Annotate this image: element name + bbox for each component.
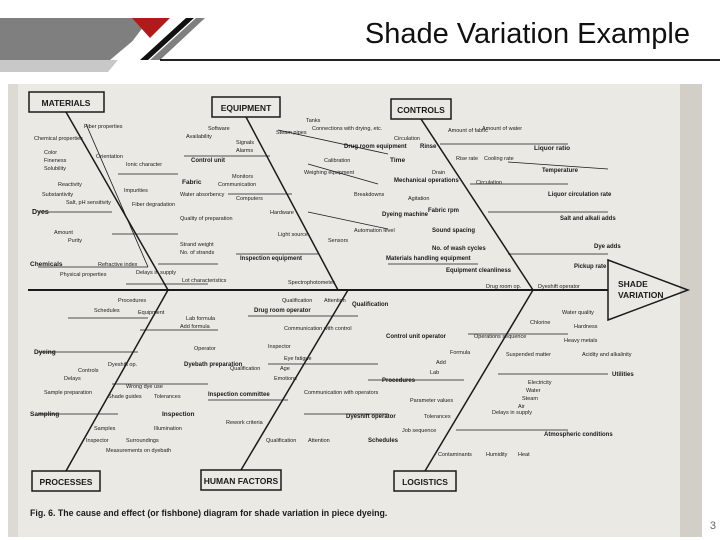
lbl-lab: Lab: [430, 370, 440, 376]
lbl-emotions: Emotions: [274, 376, 297, 382]
lbl-wash-cycles: No. of wash cycles: [432, 246, 486, 252]
fishbone-diagram: [8, 84, 702, 537]
lbl-eye-fatigue: Eye fatigue: [284, 356, 312, 362]
lbl-chemicals: Chemicals: [30, 261, 63, 268]
lbl-inspection-equipment: Inspection equipment: [240, 256, 303, 262]
effect-line-2: VARIATION: [618, 290, 664, 300]
lbl-dyebath-prep: Dyebath preparation: [184, 362, 243, 368]
lbl-dyeshift-op: Dyeshift op.: [108, 362, 138, 368]
lbl-wrong-dye-use: Wrong dye use: [126, 384, 163, 390]
lbl-amount-of-water: Amount of water: [482, 126, 523, 132]
lbl-materials-handling: Materials handling equipment: [386, 256, 471, 262]
lbl-delays: Delays: [64, 376, 81, 382]
lbl-lab-formula: Lab formula: [186, 316, 216, 322]
figure-caption: Fig. 6. The cause and effect (or fishbone) diagram for shade variation in piece dyeing.: [30, 508, 388, 518]
lbl-spectrophotometer: Spectrophotometer: [288, 280, 335, 286]
lbl-temperature: Temperature: [542, 168, 578, 174]
lbl-electricity: Electricity: [528, 380, 552, 386]
lbl-salt-ph: Salt, pH sensitivity: [66, 200, 111, 206]
fishbone-diagram-scan: [8, 84, 702, 537]
lbl-amount-of-fabric: Amount of fabric: [448, 128, 489, 134]
lbl-illumination: Illumination: [154, 426, 182, 432]
lbl-operator: Operator: [194, 346, 216, 352]
lbl-attention: Attention: [324, 298, 346, 304]
lbl-age: Age: [280, 366, 290, 372]
lbl-samples: Samples: [94, 426, 116, 432]
lbl-fabric-rpm: Fabric rpm: [428, 208, 460, 214]
lbl-physical-properties: Physical properties: [60, 272, 107, 278]
lbl-lot-characteristics: Lot characteristics: [182, 278, 227, 284]
slide-header: [0, 0, 720, 75]
lbl-chemical-properties: Chemical properties: [34, 136, 83, 142]
lbl-automation-level: Automation level: [354, 228, 395, 234]
lbl-impurities: Impurities: [124, 188, 148, 194]
lbl-dyes: Dyes: [32, 209, 49, 216]
materials-label: MATERIALS: [41, 98, 91, 108]
lbl-connections: Connections with drying, etc.: [312, 126, 383, 132]
lbl-job-sequence: Job sequence: [402, 428, 437, 434]
lbl-surroundings: Surroundings: [126, 438, 159, 444]
lbl-hardware: Hardware: [270, 210, 294, 216]
controls-label: CONTROLS: [397, 105, 445, 115]
lbl-solubility: Solubility: [44, 166, 67, 172]
lbl-sensors: Sensors: [328, 238, 349, 244]
lbl-water: Water: [526, 388, 541, 394]
lbl-fiber-properties: Fiber properties: [84, 124, 123, 130]
lbl-communication-control: Communication with control: [284, 326, 352, 332]
lbl-refractive-index: Refractive index: [98, 262, 138, 268]
lbl-heavy-metals: Heavy metals: [564, 338, 598, 344]
page-number: 3: [709, 520, 716, 532]
lbl-equipment-p: Equipment: [138, 310, 165, 316]
lbl-fiber-degradation: Fiber degradation: [132, 202, 176, 208]
lbl-qualification: Qualification: [282, 298, 313, 304]
lbl-no-of-strands: No. of strands: [180, 250, 215, 256]
lbl-communication-operators: Communication with operators: [304, 390, 379, 396]
lbl-atmospheric-conditions: Atmospheric conditions: [544, 432, 613, 438]
lbl-schedules-l: Schedules: [368, 438, 399, 444]
lbl-circulation-2: Circulation: [476, 180, 502, 186]
lbl-mechanical-ops: Mechanical operations: [394, 178, 459, 184]
lbl-breakdowns: Breakdowns: [354, 192, 385, 198]
lbl-rise-rate: Rise rate: [456, 156, 479, 162]
lbl-delays-in-supply: Delays in supply: [136, 270, 177, 276]
lbl-rinse: Rinse: [420, 144, 437, 150]
lbl-agitation: Agitation: [408, 196, 430, 202]
lbl-light-source: Light source: [278, 232, 308, 238]
lbl-weighing-equipment: Weighing equipment: [304, 170, 355, 176]
lbl-software: Software: [208, 126, 230, 132]
lbl-tolerances-l: Tolerances: [424, 414, 451, 420]
lbl-drug-room-op: Drug room op.: [486, 284, 522, 290]
lbl-procedures: Procedures: [118, 298, 147, 304]
lbl-ionic-character: Ionic character: [126, 162, 163, 168]
lbl-circulation: Circulation: [394, 136, 420, 142]
lbl-sample-prep: Sample preparation: [44, 390, 93, 396]
lbl-heat: Heat: [518, 452, 530, 458]
lbl-rework-criteria: Rework criteria: [226, 420, 263, 426]
lbl-liquor-circulation-rate: Liquor circulation rate: [548, 192, 612, 198]
lbl-time: Time: [390, 157, 406, 164]
lbl-hardness: Hardness: [574, 324, 598, 330]
lbl-pickup-rate: Pickup rate: [574, 264, 607, 270]
lbl-chlorine: Chlorine: [530, 320, 551, 326]
lbl-salt-alkali-adds: Salt and alkali adds: [560, 216, 616, 222]
lbl-purity: Purity: [68, 238, 83, 244]
lbl-tolerances: Tolerances: [154, 394, 181, 400]
lbl-inspection-committee: Inspection committee: [208, 392, 270, 398]
lbl-water-quality: Water quality: [562, 310, 594, 316]
lbl-orientation: Orientation: [96, 154, 123, 160]
lbl-equipment-cleanliness: Equipment cleanliness: [446, 268, 512, 274]
lbl-drug-room-equipment: Drug room equipment: [344, 144, 407, 150]
lbl-air: Air: [518, 404, 525, 410]
lbl-alarms: Alarms: [236, 148, 254, 154]
lbl-measurements-dyebath: Measurements on dyebath: [106, 448, 172, 454]
lbl-substantivity: Substantivity: [42, 192, 74, 198]
lbl-add: Add: [436, 360, 446, 366]
equipment-label: EQUIPMENT: [220, 103, 272, 113]
lbl-qualification-3: Qualification: [230, 366, 261, 372]
lbl-sound-spacing: Sound spacing: [432, 228, 476, 234]
lbl-steam-pipes: Steam pipes: [276, 130, 307, 136]
lbl-dyeing-machine: Dyeing machine: [382, 212, 429, 218]
lbl-color: Color: [44, 150, 58, 156]
lbl-computers: Computers: [236, 196, 263, 202]
lbl-signals: Signals: [236, 140, 255, 146]
lbl-cooling-rate: Cooling rate: [484, 156, 514, 162]
lbl-parameter-values: Parameter values: [410, 398, 454, 404]
lbl-control-unit-operator: Control unit operator: [386, 334, 446, 340]
lbl-inspection: Inspection: [162, 411, 195, 418]
lbl-water-absorbency: Water absorbency: [180, 192, 225, 198]
lbl-inspector: Inspector: [86, 438, 109, 444]
lbl-qualification-2: Qualification: [352, 302, 389, 308]
lbl-drug-room-operator: Drug room operator: [254, 308, 311, 314]
lbl-fineness: Fineness: [44, 158, 67, 164]
lbl-delays-in-supply-2: Delays in supply: [492, 410, 533, 416]
lbl-procedures-l: Procedures: [382, 378, 416, 384]
lbl-utilities: Utilities: [612, 372, 634, 378]
lbl-liquor-ratio: Liquor ratio: [534, 145, 571, 152]
human-factors-label: HUMAN FACTORS: [203, 476, 279, 486]
lbl-dye-adds: Dye adds: [594, 244, 621, 250]
lbl-control-unit: Control unit: [191, 158, 225, 164]
effect-line-1: SHADE: [618, 279, 648, 289]
lbl-dyeing: Dyeing: [34, 349, 56, 356]
lbl-qualification-4: Qualification: [266, 438, 297, 444]
slide-title: Shade Variation Example: [364, 18, 690, 50]
lbl-shade-guides: Shade guides: [108, 394, 142, 400]
lbl-controls: Controls: [78, 368, 99, 374]
lbl-strand-weight: Strand weight: [180, 242, 214, 248]
processes-label: PROCESSES: [39, 477, 93, 487]
lbl-schedules: Schedules: [94, 308, 120, 314]
lbl-steam: Steam: [522, 396, 538, 402]
lbl-quality-prep: Quality of preparation: [180, 216, 233, 222]
lbl-add-formula: Add formula: [180, 324, 210, 330]
lbl-inspector-2: Inspector: [268, 344, 291, 350]
lbl-fabric: Fabric: [182, 179, 202, 186]
lbl-dyeshift-operator-2: Dyeshift operator: [346, 414, 396, 420]
lbl-availability: Availability: [186, 134, 212, 140]
lbl-dyeshift-operator: Dyeshift operator: [538, 284, 580, 290]
lbl-tanks: Tanks: [306, 118, 321, 124]
lbl-reactivity: Reactivity: [58, 182, 82, 188]
lbl-attendance: Attention: [308, 438, 330, 444]
lbl-sampling: Sampling: [30, 411, 60, 418]
lbl-drain: Drain: [432, 170, 446, 176]
lbl-monitors: Monitors: [232, 174, 254, 180]
lbl-calibration: Calibration: [324, 158, 351, 164]
lbl-acidity-alkalinity: Acidity and alkalinity: [582, 352, 632, 358]
lbl-suspended-matter: Suspended matter: [506, 352, 551, 358]
lbl-formula: Formula: [450, 350, 471, 356]
lbl-contaminants: Contaminants: [438, 452, 472, 458]
lbl-amount: Amount: [54, 230, 73, 236]
lbl-humidity: Humidity: [486, 452, 508, 458]
lbl-communication: Communication: [218, 182, 257, 188]
logistics-label: LOGISTICS: [402, 477, 448, 487]
lbl-operations-sequence: Operations sequence: [474, 334, 527, 340]
